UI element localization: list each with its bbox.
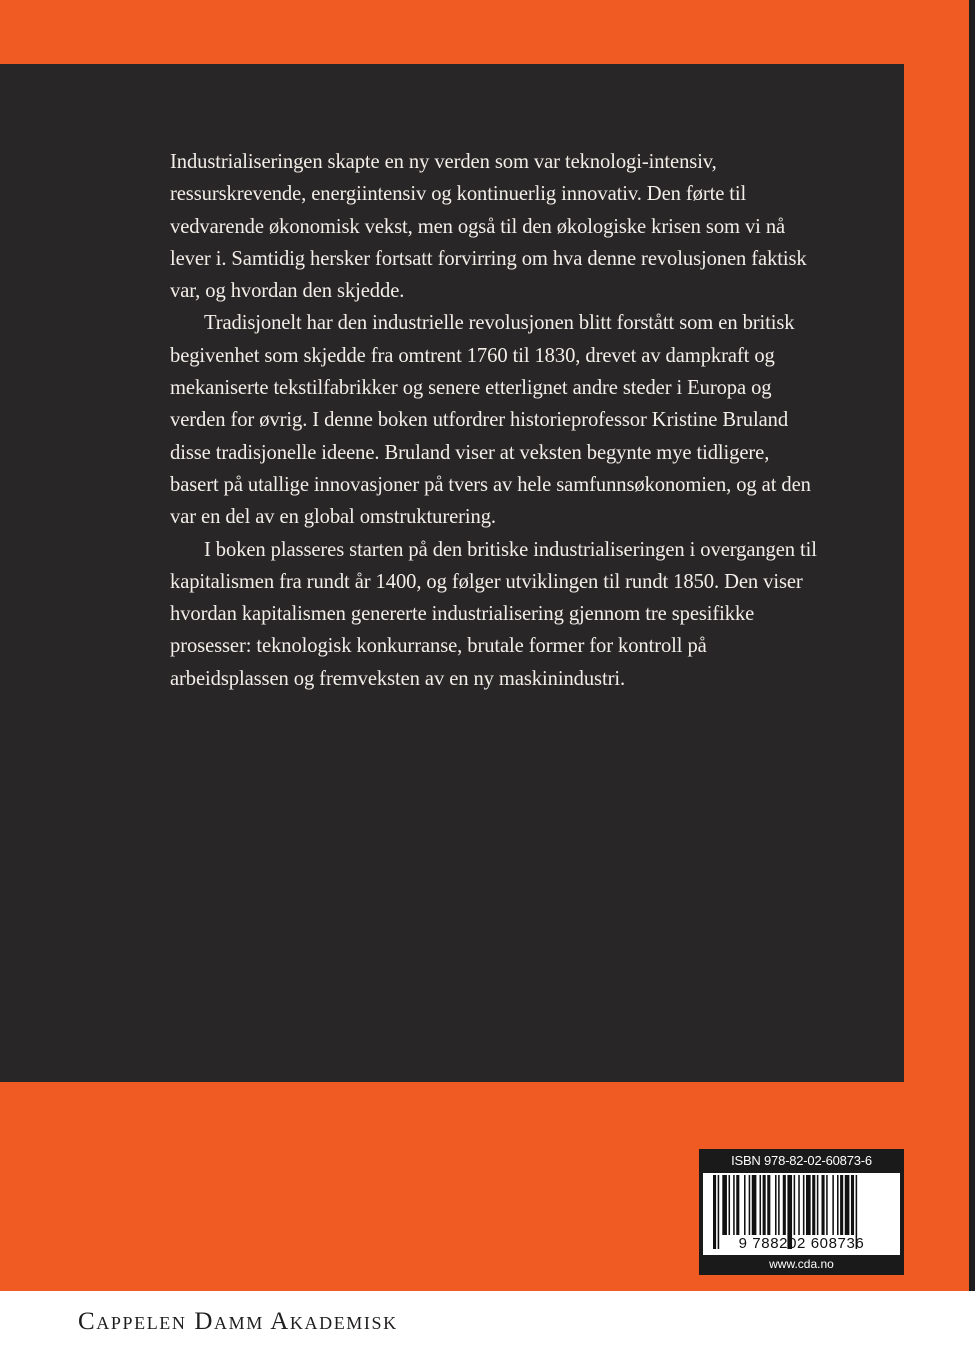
barcode-bar [763,1175,766,1235]
barcode-bar [840,1175,843,1235]
barcode-bar [806,1175,811,1235]
barcode-bar [832,1175,834,1235]
barcode-bar [729,1175,731,1235]
barcode-bar [749,1175,751,1235]
spine-edge [969,0,975,1291]
barcode-bar [736,1175,739,1235]
website-label: www.cda.no [769,1257,834,1271]
barcode-bar [722,1175,727,1235]
blurb-paragraph-3: I boken plasseres starten på den britiske industrialiseringen i overgangen til kapitalismen fra rundt år 1400, og følger utviklingen til rundt 1850. Den viser hvordan kapitalismen genererte industrialisering gjennom tre spesifikke prosesser: teknologisk konkurranse, brutale former for kontroll på arbeidsplassen og fremveksten av en ny maskinindustri. [170,538,817,690]
barcode-bar [826,1175,828,1235]
publisher-logo: Cappelen Damm Akademisk [78,1308,398,1335]
barcode-bar [752,1175,757,1235]
blurb-paragraph-2: Tradisjonelt har den industrielle revolusjonen blitt forstått som en britisk begivenhet som skjedde fra omtrent 1760 til 1830, drevet av dampkraft og mekaniserte tekstilfabrikker og senere etterlignet andre steder i Europa og verden for øvrig. I denne boken utfordrer historieprofessor Kristine Bruland disse tradisjonelle ideene. Bruland viser at veksten begynte mye tidligere, basert på utallige innovasjoner på tvers av hele samfunnsøkonomien, og at den var en del av en global omstrukturering. [170,312,811,529]
isbn-barcode-box [699,1149,904,1275]
barcode-bar [778,1175,780,1235]
barcode-bar [794,1175,796,1235]
barcode-bar [760,1175,762,1235]
barcode-bar [817,1175,819,1235]
barcode-bar [783,1175,786,1235]
barcode-bar [845,1175,850,1235]
blurb-paragraph-1: Industrialiseringen skapte en ny verden som var teknologi-intensiv, ressurskrevende, energiintensiv og kontinuerlig innovativ. Den førte til vedvarende økonomisk vekst, men også til den økologiske krisen som vi nå lever i. Samtidig hersker fortsatt forvirring om hva denne revolusjonen faktisk var, og hvordan den skjedde. [170,151,807,303]
barcode-bar [744,1175,746,1235]
barcode-bar [812,1175,815,1235]
barcode-digits: 9 788202 608736 [738,1235,865,1252]
barcode-bar [851,1175,854,1235]
barcode-bar [803,1175,805,1235]
blurb-text [170,146,820,695]
barcode-bar [822,1175,825,1235]
barcode-bar [767,1175,770,1235]
barcode-bar [733,1175,735,1235]
isbn-label: ISBN 978-82-02-60873-6 [731,1153,872,1168]
barcode-bar [837,1175,839,1235]
barcode [703,1173,900,1255]
barcode-bar [798,1175,800,1235]
barcode-bar [775,1175,777,1235]
